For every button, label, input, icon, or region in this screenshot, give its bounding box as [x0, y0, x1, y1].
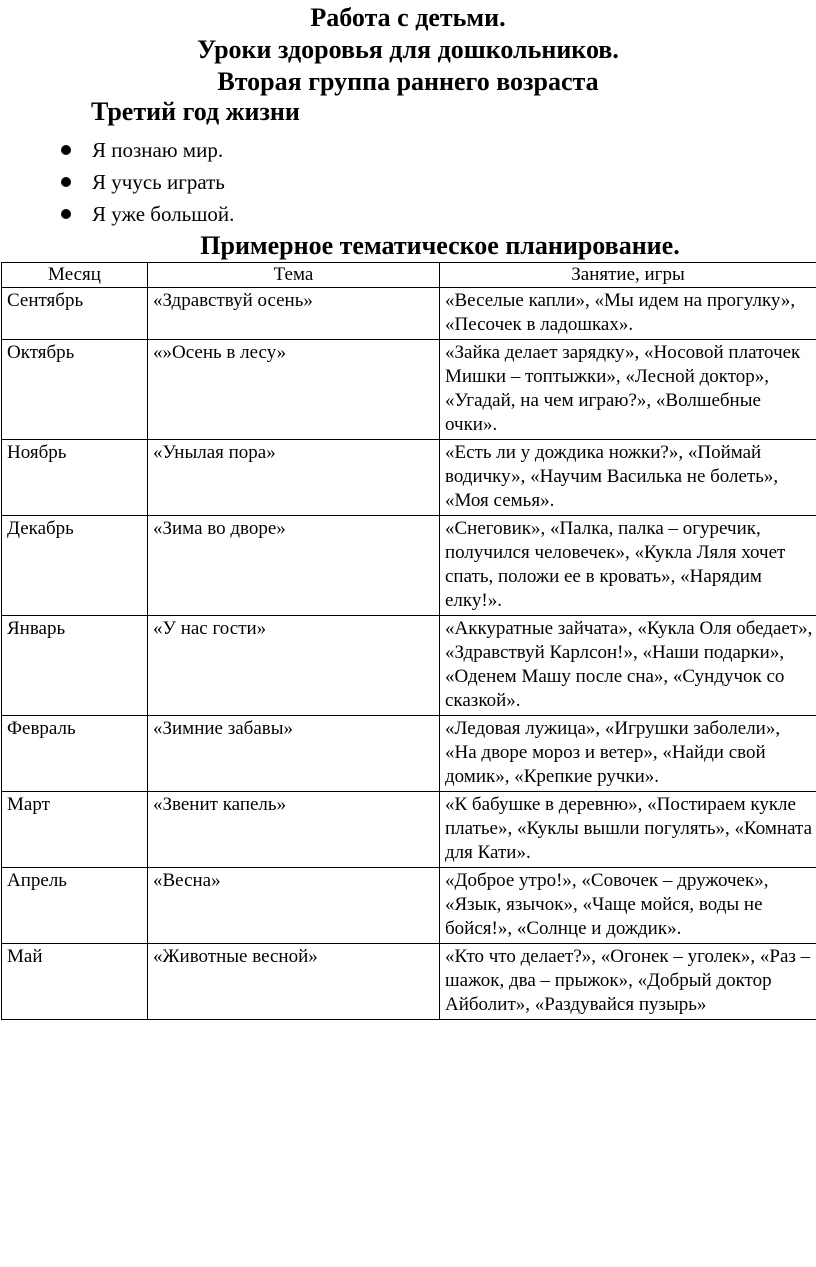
- cell-month: Декабрь: [2, 516, 148, 616]
- cell-theme: «У нас гости»: [148, 616, 440, 716]
- header-theme: Тема: [148, 263, 440, 288]
- table-header-row: [2, 263, 816, 288]
- cell-month: Сентябрь: [2, 288, 148, 340]
- title-line-2: Уроки здоровья для дошкольников.: [197, 35, 619, 64]
- age-heading: Третий год жизни: [91, 97, 300, 126]
- plan-table: [1, 262, 816, 1020]
- cell-activities: «Ледовая лужица», «Игрушки заболели», «На дворе мороз и ветер», «Найди свой домик», «Крепкие ручки».: [440, 716, 816, 792]
- goal-text: Я познаю мир.: [92, 138, 224, 162]
- goal-text: Я уже большой.: [92, 202, 235, 226]
- table-row: [2, 944, 816, 1020]
- header-month: Месяц: [2, 263, 148, 288]
- table-row: [2, 288, 816, 340]
- cell-activities: «Зайка делает зарядку», «Носовой платочек Мишки – топтыжки», «Лесной доктор», «Угадай, на чем играю?», «Волшебные очки».: [440, 340, 816, 440]
- table-row: [2, 716, 816, 792]
- goal-item: [0, 134, 234, 166]
- bullet-icon: [61, 145, 71, 155]
- cell-activities: «Кто что делает?», «Огонек – уголек», «Раз – шажок, два – прыжок», «Добрый доктор Айболит», «Раздувайся пузырь»: [440, 944, 816, 1020]
- cell-theme: «Животные весной»: [148, 944, 440, 1020]
- table-row: [2, 868, 816, 944]
- cell-activities: «Есть ли у дождика ножки?», «Поймай водичку», «Научим Василька не болеть», «Моя семья».: [440, 440, 816, 516]
- table-row: [2, 340, 816, 440]
- cell-theme: «Зима во дворе»: [148, 516, 440, 616]
- goal-item: [0, 166, 234, 198]
- cell-month: Май: [2, 944, 148, 1020]
- cell-activities: «Доброе утро!», «Совочек – дружочек», «Язык, язычок», «Чаще мойся, воды не бойся!», «Солнце и дождик».: [440, 868, 816, 944]
- cell-month: Март: [2, 792, 148, 868]
- cell-month: Октябрь: [2, 340, 148, 440]
- goal-item: [0, 198, 234, 230]
- plan-heading: Примерное тематическое планирование.: [200, 231, 680, 260]
- table-row: [2, 792, 816, 868]
- cell-activities: «К бабушке в деревню», «Постираем кукле платье», «Куклы вышли погулять», «Комната для Кати».: [440, 792, 816, 868]
- cell-theme: «Унылая пора»: [148, 440, 440, 516]
- bullet-icon: [61, 209, 71, 219]
- table-row: [2, 440, 816, 516]
- cell-theme: «Зимние забавы»: [148, 716, 440, 792]
- cell-month: Апрель: [2, 868, 148, 944]
- header-activities: Занятие, игры: [440, 263, 816, 288]
- cell-theme: «Весна»: [148, 868, 440, 944]
- goal-text: Я учусь играть: [92, 170, 225, 194]
- table-row: [2, 616, 816, 716]
- title-line-1: Работа с детьми.: [310, 3, 506, 32]
- cell-activities: «Снеговик», «Палка, палка – огуречик, получился человечек», «Кукла Ляля хочет спать, положи ее в кровать», «Нарядим елку!».: [440, 516, 816, 616]
- cell-month: Январь: [2, 616, 148, 716]
- cell-theme: «Звенит капель»: [148, 792, 440, 868]
- cell-theme: «Здравствуй осень»: [148, 288, 440, 340]
- table-body: [2, 288, 816, 1020]
- title-line-3: Вторая группа раннего возраста: [217, 67, 599, 96]
- cell-month: Ноябрь: [2, 440, 148, 516]
- cell-activities: «Веселые капли», «Мы идем на прогулку», «Песочек в ладошках».: [440, 288, 816, 340]
- cell-activities: «Аккуратные зайчата», «Кукла Оля обедает», «Здравствуй Карлсон!», «Наши подарки», «Оденем Машу после сна», «Сундучок со сказкой».: [440, 616, 816, 716]
- bullet-icon: [61, 177, 71, 187]
- table-row: [2, 516, 816, 616]
- goal-list: [0, 134, 234, 230]
- cell-theme: «»Осень в лесу»: [148, 340, 440, 440]
- cell-month: Февраль: [2, 716, 148, 792]
- document-title: [0, 2, 816, 98]
